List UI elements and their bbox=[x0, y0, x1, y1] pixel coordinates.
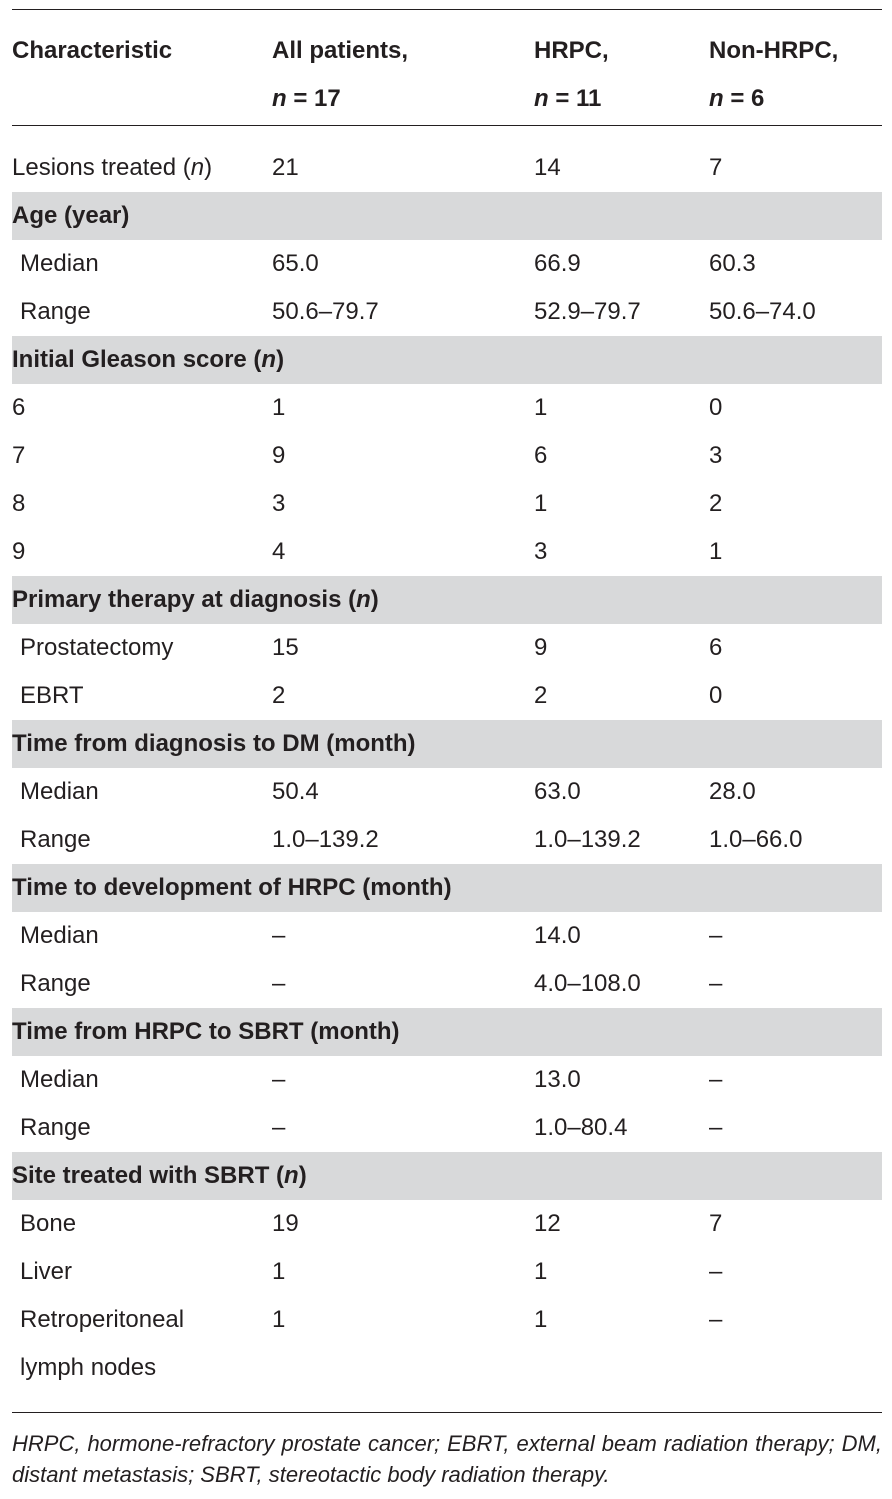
row-label: Range bbox=[20, 298, 91, 325]
cell-hrpc: 2 bbox=[534, 682, 548, 709]
cell-all: 21 bbox=[272, 154, 299, 181]
cell-non-hrpc: 3 bbox=[709, 442, 723, 469]
section-gleason bbox=[12, 336, 882, 384]
cell-all: 1.0–139.2 bbox=[272, 826, 379, 853]
row-label: 8 bbox=[12, 490, 26, 517]
label-text: Lesions treated ( bbox=[12, 154, 191, 181]
table-row bbox=[0, 384, 892, 432]
n-symbol: n bbox=[190, 154, 205, 181]
cell-all: 1 bbox=[272, 1306, 286, 1333]
cell-all: 2 bbox=[272, 682, 286, 709]
table-row bbox=[0, 768, 892, 816]
cell-non-hrpc: 7 bbox=[709, 154, 723, 181]
row-label: Bone bbox=[20, 1210, 77, 1237]
cell-all: 50.6–79.7 bbox=[272, 298, 379, 325]
section-time-to-dm bbox=[12, 720, 882, 768]
cell-non-hrpc: 6 bbox=[709, 634, 723, 661]
row-label: Median bbox=[20, 1066, 99, 1093]
n-symbol: n bbox=[356, 586, 371, 613]
section-label: Time to development of HRPC (month) bbox=[12, 874, 452, 901]
cell-all: – bbox=[272, 970, 286, 997]
label-text: Site treated with SBRT ( bbox=[12, 1162, 285, 1189]
table-header bbox=[0, 27, 892, 117]
cell-non-hrpc: 60.3 bbox=[709, 250, 756, 277]
label-text: Primary therapy at diagnosis ( bbox=[12, 586, 357, 613]
cell-non-hrpc: 0 bbox=[709, 394, 723, 421]
table-row bbox=[0, 1296, 892, 1392]
cell-hrpc: 1 bbox=[534, 1306, 548, 1333]
cell-all: 1 bbox=[272, 394, 286, 421]
table-row bbox=[0, 816, 892, 864]
cell-hrpc: 4.0–108.0 bbox=[534, 970, 641, 997]
section-primary-therapy bbox=[12, 576, 882, 624]
cell-non-hrpc: 1.0–66.0 bbox=[709, 826, 803, 853]
header-all-patients-count bbox=[272, 75, 408, 123]
count-value: = 6 bbox=[723, 85, 765, 112]
table-row bbox=[0, 1056, 892, 1104]
table-row bbox=[0, 528, 892, 576]
table-top-rule bbox=[12, 9, 882, 10]
section-label bbox=[12, 336, 284, 384]
cell-hrpc: 66.9 bbox=[534, 250, 581, 277]
cell-non-hrpc: 50.6–74.0 bbox=[709, 298, 816, 325]
cell-hrpc: 14.0 bbox=[534, 922, 581, 949]
cell-non-hrpc: 7 bbox=[709, 1210, 723, 1237]
cell-non-hrpc: 2 bbox=[709, 490, 723, 517]
cell-non-hrpc: 0 bbox=[709, 682, 723, 709]
row-label: EBRT bbox=[20, 682, 84, 709]
row-label: Median bbox=[20, 922, 99, 949]
header-all-patients bbox=[272, 27, 408, 123]
cell-non-hrpc: – bbox=[709, 922, 723, 949]
cell-hrpc: 3 bbox=[534, 538, 548, 565]
row-label: Median bbox=[20, 778, 99, 805]
row-label: 7 bbox=[12, 442, 26, 469]
section-label: Age (year) bbox=[12, 202, 130, 229]
table-header-rule bbox=[12, 125, 882, 126]
table-row bbox=[0, 912, 892, 960]
cell-hrpc: 14 bbox=[534, 154, 561, 181]
header-hrpc bbox=[534, 27, 609, 123]
cell-non-hrpc: – bbox=[709, 1066, 723, 1093]
row-label: Liver bbox=[20, 1258, 73, 1285]
row-label: Retroperitoneal lymph nodes bbox=[20, 1306, 185, 1381]
section-site-treated bbox=[12, 1152, 882, 1200]
table-row bbox=[0, 960, 892, 1008]
header-hrpc-label: HRPC, bbox=[534, 37, 609, 64]
cell-non-hrpc: 1 bbox=[709, 538, 723, 565]
count-value: = 17 bbox=[286, 85, 341, 112]
row-label: Median bbox=[20, 250, 99, 277]
row-label: Range bbox=[20, 1114, 91, 1141]
label-text: Initial Gleason score ( bbox=[12, 346, 262, 373]
row-label: 9 bbox=[12, 538, 26, 565]
section-time-to-hrpc bbox=[12, 864, 882, 912]
cell-hrpc: 6 bbox=[534, 442, 548, 469]
cell-all: 9 bbox=[272, 442, 286, 469]
table-row bbox=[0, 672, 892, 720]
label-close: ) bbox=[298, 1162, 307, 1189]
row-label: Prostatectomy bbox=[20, 634, 174, 661]
cell-hrpc: 63.0 bbox=[534, 778, 581, 805]
table-row bbox=[0, 432, 892, 480]
cell-all: 50.4 bbox=[272, 778, 319, 805]
count-value: = 11 bbox=[548, 85, 602, 112]
cell-all: – bbox=[272, 922, 286, 949]
table-row bbox=[0, 240, 892, 288]
n-symbol: n bbox=[284, 1162, 299, 1189]
cell-hrpc: 1 bbox=[534, 1258, 548, 1285]
section-label bbox=[12, 1152, 307, 1200]
cell-non-hrpc: – bbox=[709, 1258, 723, 1285]
cell-hrpc: 1.0–80.4 bbox=[534, 1114, 628, 1141]
section-label bbox=[12, 576, 379, 624]
label-close: ) bbox=[370, 586, 379, 613]
header-hrpc-count bbox=[534, 75, 609, 123]
n-symbol: n bbox=[709, 85, 724, 112]
table-row bbox=[0, 1200, 892, 1248]
cell-all: 19 bbox=[272, 1210, 299, 1237]
section-label: Time from HRPC to SBRT (month) bbox=[12, 1018, 400, 1045]
header-characteristic: Characteristic bbox=[12, 37, 173, 64]
table-row bbox=[0, 288, 892, 336]
cell-non-hrpc: – bbox=[709, 1114, 723, 1141]
table-row bbox=[0, 480, 892, 528]
cell-all: – bbox=[272, 1066, 286, 1093]
cell-hrpc: 1.0–139.2 bbox=[534, 826, 641, 853]
cell-all: 3 bbox=[272, 490, 286, 517]
header-all-patients-label: All patients, bbox=[272, 37, 409, 64]
cell-hrpc: 1 bbox=[534, 490, 548, 517]
row-label: 6 bbox=[12, 394, 26, 421]
table-row bbox=[0, 1248, 892, 1296]
cell-all: 15 bbox=[272, 634, 299, 661]
label-close: ) bbox=[276, 346, 285, 373]
section-label: Time from diagnosis to DM (month) bbox=[12, 730, 416, 757]
n-symbol: n bbox=[534, 85, 549, 112]
section-hrpc-to-sbrt bbox=[12, 1008, 882, 1056]
table-body bbox=[0, 144, 892, 1392]
cell-hrpc: 52.9–79.7 bbox=[534, 298, 641, 325]
label-close: ) bbox=[204, 154, 213, 181]
row-label: Range bbox=[20, 826, 91, 853]
cell-hrpc: 12 bbox=[534, 1210, 561, 1237]
cell-all: 1 bbox=[272, 1258, 286, 1285]
cell-hrpc: 1 bbox=[534, 394, 548, 421]
cell-hrpc: 9 bbox=[534, 634, 548, 661]
cell-non-hrpc: 28.0 bbox=[709, 778, 756, 805]
section-age bbox=[12, 192, 882, 240]
cell-non-hrpc: – bbox=[709, 970, 723, 997]
row-label: Range bbox=[20, 970, 91, 997]
table-bottom-rule bbox=[12, 1412, 882, 1413]
header-non-hrpc-label: Non-HRPC, bbox=[709, 37, 839, 64]
table-row-lesions bbox=[0, 144, 892, 192]
table-row bbox=[0, 624, 892, 672]
cell-all: 4 bbox=[272, 538, 286, 565]
header-non-hrpc-count bbox=[709, 75, 838, 123]
n-symbol: n bbox=[261, 346, 277, 373]
cell-hrpc: 13.0 bbox=[534, 1066, 581, 1093]
table-footnote: HRPC, hormone-refractory prostate cancer; EBRT, external beam radiation therapy; DM, distant metastasis; SBRT, stereotactic body radiation therapy. bbox=[12, 1431, 882, 1487]
row-label bbox=[12, 144, 212, 192]
cell-non-hrpc: – bbox=[709, 1306, 723, 1333]
table-row bbox=[0, 1104, 892, 1152]
cell-all: 65.0 bbox=[272, 250, 319, 277]
header-non-hrpc bbox=[709, 27, 838, 123]
cell-all: – bbox=[272, 1114, 286, 1141]
n-symbol: n bbox=[272, 85, 287, 112]
